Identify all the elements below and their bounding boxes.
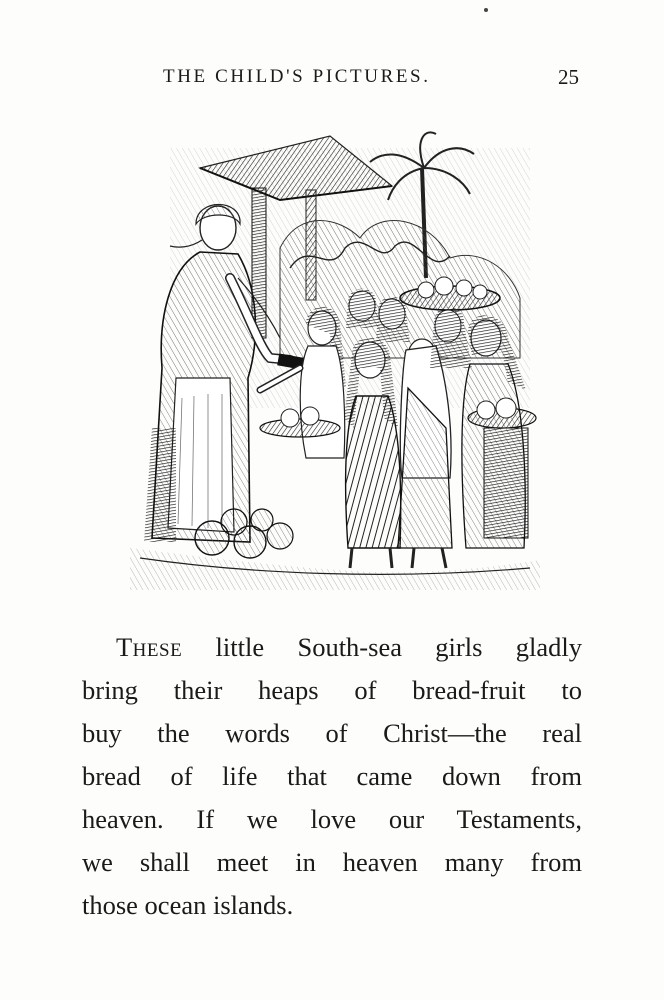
text-line-4: bread of life that came down from [82,761,582,791]
engraving-illustration [130,128,540,590]
ink-speck [484,8,488,12]
text-line-5: heaven. If we love our Testaments, [82,804,582,834]
text-line-7: those ocean islands. [82,890,294,920]
text-line-1 [82,626,582,669]
lead-word: These [116,632,183,662]
text-line-6: we shall meet in heaven many from [82,847,582,877]
text-line-2: bring their heaps of bread-fruit to [82,675,582,705]
body-paragraph [82,626,582,927]
page-number: 25 [558,65,579,89]
running-head [0,62,600,92]
running-title: THE CHILD'S PICTURES. [163,66,431,87]
text-line-3: buy the words of Christ—the real [82,718,582,748]
line1-rest: little South-sea girls gladly [215,632,582,662]
